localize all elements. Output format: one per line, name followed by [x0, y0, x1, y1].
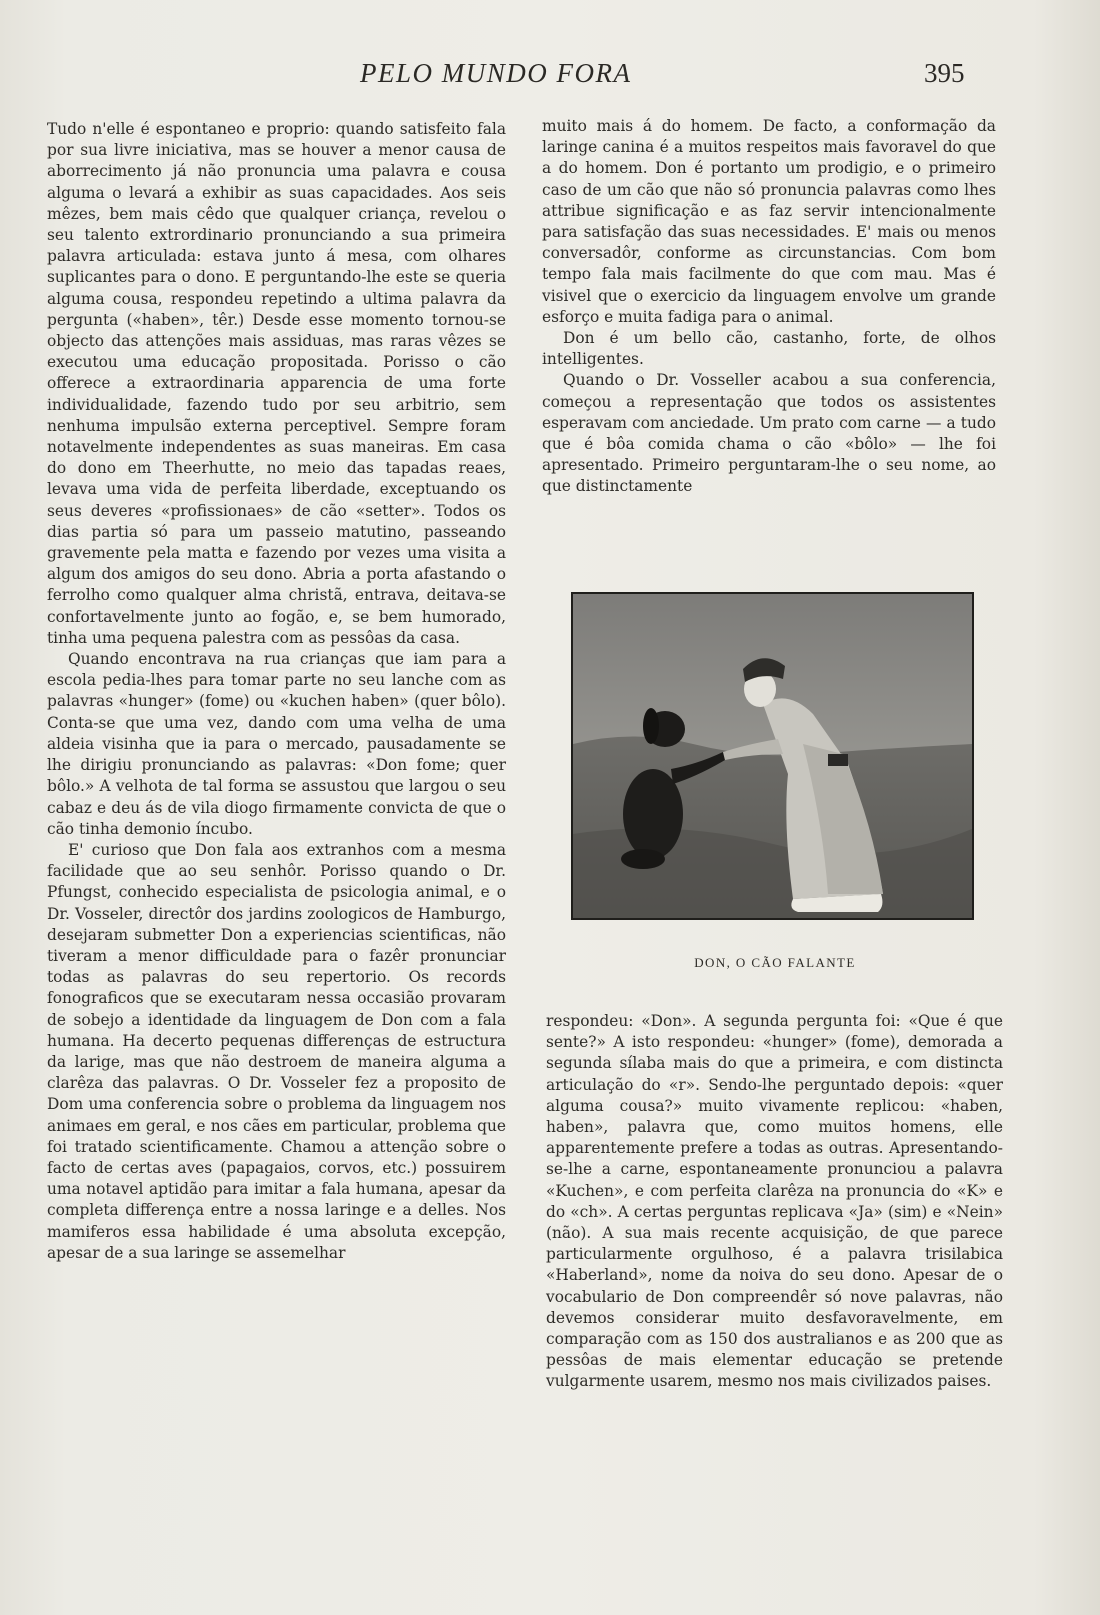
article-paragraph: Quando o Dr. Vosseller acabou a sua conferencia, começou a representação que todos os assistentes esperavam com anciedade. Um prato com carne — a tudo que é bôa comida chama o cão «bôlo» — lhe foi apresentado. Primeiro perguntaram-lhe o seu nome, ao que distinctamente [542, 371, 996, 496]
figure-caption: DON, O CÃO FALANTE [694, 955, 856, 970]
page-number: 395 [924, 58, 965, 88]
article-paragraph: Tudo n'elle é espontaneo e proprio: quando satisfeito fala por sua livre iniciativa, mas se houver a menor causa de aborrecimento já não pronuncia uma palavra e cousa alguma o levará a exhibir as suas capacidades. Aos seis mêzes, bem mais cêdo que qualquer criança, revelou o seu talento extrordinario pronunciando a sua primeira palavra articulada: estava junto á mesa, com olhares suplicantes para o dono. E perguntando-lhe este se queria alguma cousa, respondeu repetindo a ultima palavra da pergunta («haben», têr.) Desde esse momento tornou-se objecto das attenções mais assiduas, mas raras vêzes se executou uma educação propositada. Porisso o cão offerece a extraordinaria apparencia de uma forte individualidade, fazendo tudo por seu arbitrio, sem nenhuma impulsão externa perceptivel. Sempre foram notavelmente independentes as suas maneiras. Em casa do dono em Theerhutte, no meio das tapadas reaes, levava uma vida de perfeita liberdade, exceptuando os seus deveres «profissionaes» de cão «setter». Todos os dias partia só para um passeio matutino, passeando gravemente pela matta e fazendo por vezes uma visita a algum dos amigos do seu dono. Abria a porta afastando o ferrolho como qualquer alma christã, entrava, deitava-se confortavelmente junto ao fogão, e, se bem humorado, tinha uma pequena palestra com as pessôas da casa. [47, 120, 506, 647]
photo-illustration [573, 594, 972, 918]
article-paragraph: Don é um bello cão, castanho, forte, de olhos intelligentes. [542, 329, 996, 369]
article-paragraph: Quando encontrava na rua crianças que iam para a escola pedia-lhes para tomar parte no seu lanche com as palavras «hunger» (fome) ou «kuchen haben» (quer bôlo). Conta-se que uma vez, dando com uma velha de uma aldeia visinha que ia para o mercado, pausadamente se lhe dirigiu pronunciando as palavras: «Don fome; quer bôlo.» A velhota de tal forma se assustou que largou o seu cabaz e deu ás de vila diogo firmamente convicta de que o cão tinha demonio íncubo. [47, 650, 506, 838]
article-paragraph: E' curioso que Don fala aos extranhos com a mesma facilidade que ao seu senhôr. Porisso quando o Dr. Pfungst, conhecido especialista de psicologia animal, e o Dr. Vosseler, directôr dos jardins zoologicos de Hamburgo, desejaram submetter Don a experiencias scientificas, não tiveram a menor difficuldade para o fazêr pronunciar todas as palavras do seu repertorio. Os records fonograficos que se executaram nessa occasião provaram de sobejo a identidade da linguagem de Don com a fala humana. Ha decerto pequenas differenças de estructura da larige, mas que não destroem de maneira alguma a clarêza das palavras. O Dr. Vosseler fez a proposito de Dom uma conferencia sobre o problema da linguagem nos animaes em geral, e nos cães em particular, problema que foi tratado scientificamente. Chamou a attenção sobre o facto de certas aves (papagaios, corvos, etc.) possuirem uma notavel aptidão para imitar a fala humana, apesar da completa differença entre a nossa laringe e a delles. Nos mamiferos essa habilidade é uma absoluta excepção, apesar de a sua laringe se assemelhar [47, 840, 506, 1262]
article-paragraph: respondeu: «Don». A segunda pergunta foi: «Que é que sente?» A isto respondeu: «hunger» (fome), demorada a segunda sílaba mais do que a primeira, e com distincta articulação do «r». Sendo-lhe perguntado depois: «quer alguma cousa?» muito vivamente replicou: «haben, haben», palavra que, como muitos homens, elle apparentemente prefere a todas as outras. Apresentando-se-lhe a carne, espontaneamente pronunciou a palavra «Kuchen», e com perfeita clarêza na pronuncia do «K» e do «ch». A certas perguntas replicava «Ja» (sim) e «Nein» (não). A sua mais recente acquisição, de que parece particularmente orgulhoso, é a palavra trisilabica «Haberland», nome da noiva do seu dono. Apesar de o vocabulario de Don compreendêr só nove palavras, não devemos considerar muito desfavoravelmente, em comparação com as 150 dos australianos e as 200 que as pessôas de mais elementar educação se pretende vulgarmente usarem, mesmo nos mais civilizados paises. [546, 1012, 1003, 1391]
article-right-column-bottom [546, 1011, 1003, 1393]
article-paragraph: muito mais á do homem. De facto, a conformação da laringe canina é a muitos respeitos mais favoravel do que a do homem. Don é portanto um prodigio, e o primeiro caso de um cão que não só pronuncia palavras como lhes attribue significação e as faz servir intencionalmente para satisfação das suas necessidades. E' mais ou menos conversadôr, conforme as circunstancias. Com bom tempo fala mais facilmente do que com mau. Mas é visivel que o exercicio da linguagem envolve um grande esforço e muita fadiga para o animal. [542, 117, 996, 326]
running-header-title: PELO MUNDO FORA [360, 58, 632, 88]
photo-woman-with-dog [571, 592, 974, 920]
article-left-column [47, 119, 506, 1264]
article-right-column-top [542, 116, 996, 498]
